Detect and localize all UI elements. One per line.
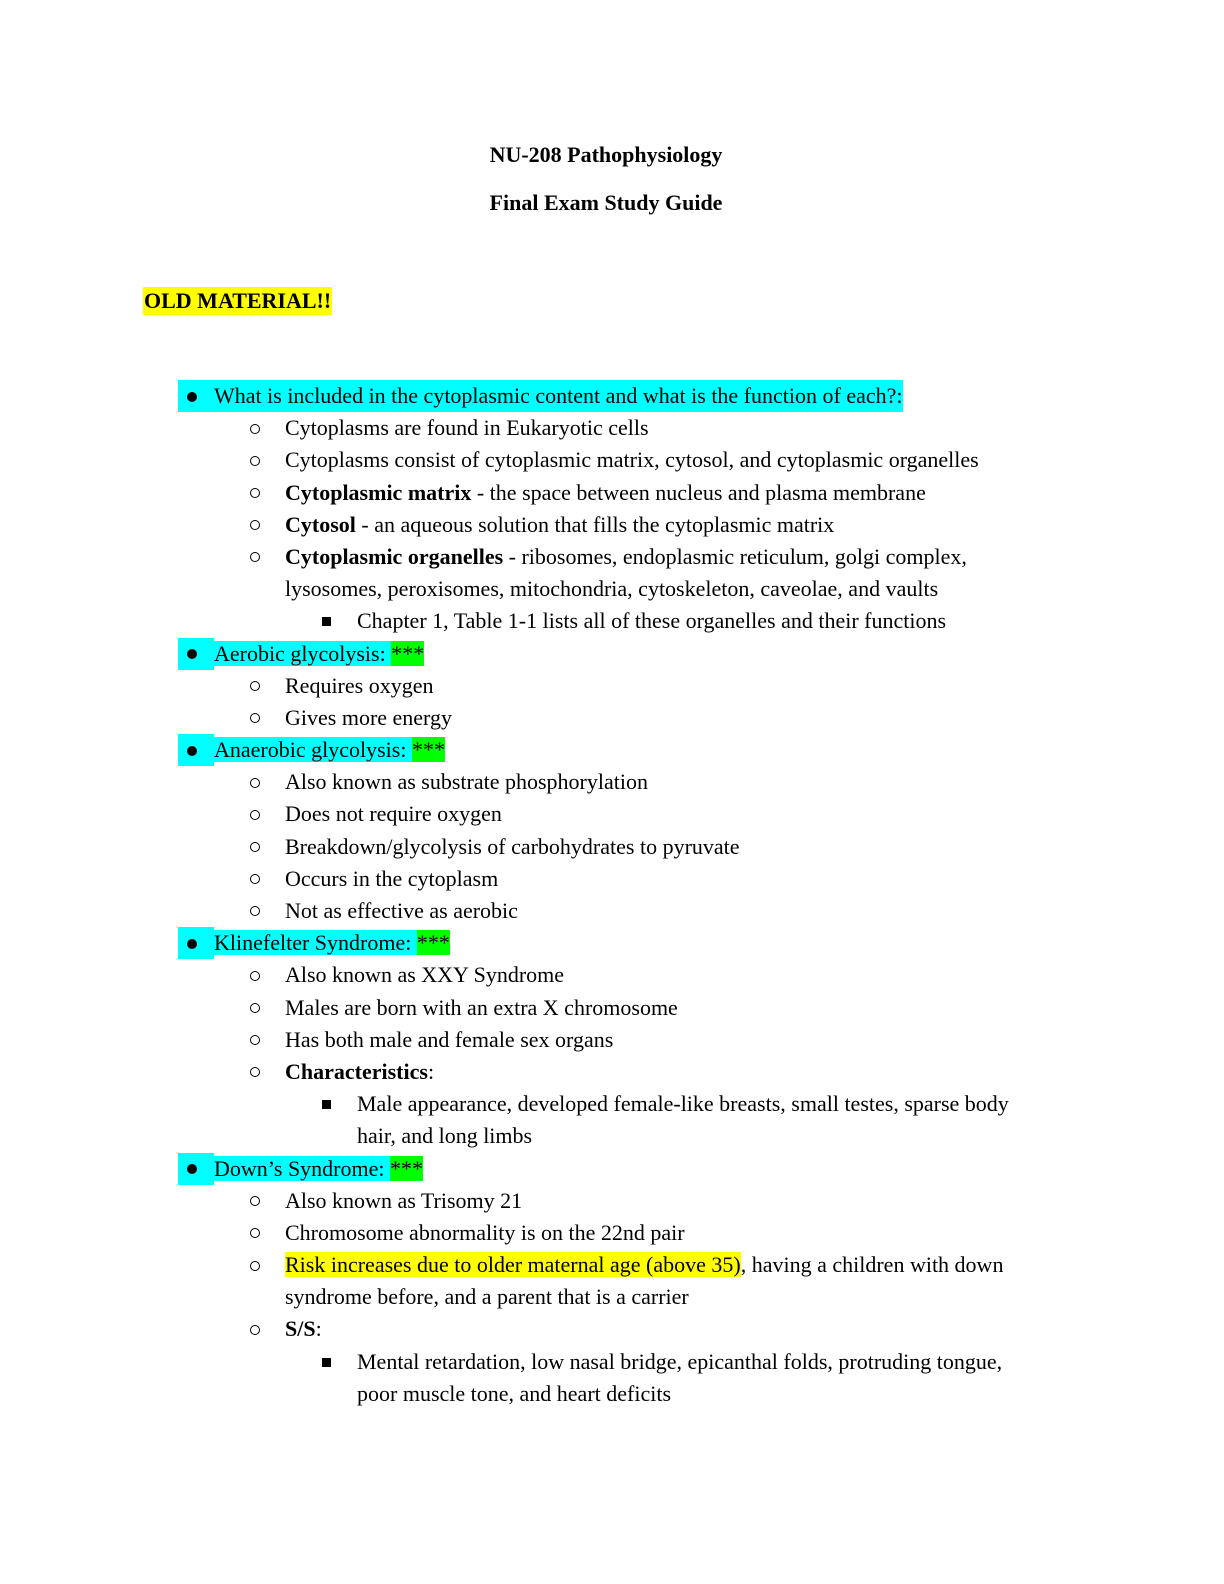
hollow-bullet-icon — [250, 992, 264, 1024]
hollow-bullet-icon — [250, 863, 264, 895]
topic-downs-syndrome — [0, 1153, 1224, 1185]
list-item: Also known as Trisomy 21 — [0, 1185, 1224, 1217]
sub-list-item: Mental retardation, low nasal bridge, epicanthal folds, protruding tongue, — [0, 1346, 1224, 1378]
hollow-bullet-icon — [250, 895, 264, 927]
list-item: Also known as substrate phosphorylation — [0, 766, 1224, 798]
list-item: Has both male and female sex organs — [0, 1024, 1224, 1056]
square-bullet-icon — [322, 1088, 336, 1120]
list-item-continuation: syndrome before, and a parent that is a carrier — [285, 1284, 689, 1310]
hollow-bullet-icon — [250, 412, 264, 444]
term: Characteristics — [285, 1058, 428, 1084]
bullet-icon — [178, 734, 214, 766]
list-item: Does not require oxygen — [0, 798, 1224, 830]
sub-list-item-continuation: hair, and long limbs — [357, 1123, 533, 1149]
list-item: Risk increases due to older maternal age (above 35), having a children with down — [0, 1249, 1224, 1281]
list-item-continuation: lysosomes, peroxisomes, mitochondria, cytoskeleton, caveolae, and vaults — [285, 576, 939, 602]
topic-heading: Aerobic glycolysis: — [214, 640, 392, 666]
hollow-bullet-icon — [250, 831, 264, 863]
hollow-bullet-icon — [250, 1217, 264, 1249]
topic-aerobic-glycolysis — [0, 638, 1224, 670]
term: Cytoplasmic organelles — [285, 543, 504, 569]
square-bullet-icon — [322, 1346, 336, 1378]
list-item: Occurs in the cytoplasm — [0, 863, 1224, 895]
list-item: Also known as XXY Syndrome — [0, 959, 1224, 991]
hollow-bullet-icon — [250, 702, 264, 734]
section-heading: OLD MATERIAL!! — [144, 288, 332, 313]
topic-cytoplasm — [0, 380, 1224, 412]
square-bullet-icon — [322, 605, 336, 637]
sub-list-item: Male appearance, developed female-like breasts, small testes, sparse body — [0, 1088, 1224, 1120]
importance-stars: *** — [391, 640, 425, 666]
list-item: Cytosol - an aqueous solution that fills the cytoplasmic matrix — [0, 509, 1224, 541]
importance-stars: *** — [390, 1155, 423, 1181]
list-item: Chromosome abnormality is on the 22nd pair — [0, 1217, 1224, 1249]
bullet-icon — [178, 638, 214, 670]
hollow-bullet-icon — [250, 541, 264, 573]
topic-anaerobic-glycolysis — [0, 734, 1224, 766]
hollow-bullet-icon — [250, 798, 264, 830]
sub-list-item: Chapter 1, Table 1-1 lists all of these organelles and their functions — [0, 605, 1224, 637]
list-item: Breakdown/glycolysis of carbohydrates to pyruvate — [0, 831, 1224, 863]
list-item: Not as effective as aerobic — [0, 895, 1224, 927]
hollow-bullet-icon — [250, 1024, 264, 1056]
hollow-bullet-icon — [250, 477, 264, 509]
importance-stars: *** — [416, 930, 450, 956]
topic-heading: Anaerobic glycolysis: — [214, 737, 412, 763]
list-item: Cytoplasmic organelles - ribosomes, endoplasmic reticulum, golgi complex, — [0, 541, 1224, 573]
list-item: Cytoplasms are found in Eukaryotic cells — [0, 412, 1224, 444]
course-title: NU-208 Pathophysiology — [489, 142, 723, 167]
topic-klinefelter-syndrome — [0, 927, 1224, 959]
bullet-icon — [178, 1153, 214, 1185]
hollow-bullet-icon — [250, 959, 264, 991]
sub-list-item-continuation: poor muscle tone, and heart deficits — [357, 1380, 672, 1406]
document-title: Final Exam Study Guide — [489, 190, 723, 215]
list-item: Cytoplasms consist of cytoplasmic matrix, cytosol, and cytoplasmic organelles — [0, 444, 1224, 476]
study-guide-list — [0, 380, 1224, 1410]
list-item: S/S: — [0, 1313, 1224, 1345]
list-item: Characteristics: — [0, 1056, 1224, 1088]
list-item: Cytoplasmic matrix - the space between nucleus and plasma membrane — [0, 477, 1224, 509]
topic-heading: Klinefelter Syndrome: — [214, 930, 417, 956]
hollow-bullet-icon — [250, 509, 264, 541]
hollow-bullet-icon — [250, 1056, 264, 1088]
term: S/S — [285, 1316, 316, 1342]
list-item: Gives more energy — [0, 702, 1224, 734]
hollow-bullet-icon — [250, 1249, 264, 1281]
term: Cytoplasmic matrix — [285, 479, 472, 505]
hollow-bullet-icon — [250, 766, 264, 798]
topic-heading: Down’s Syndrome: — [214, 1155, 390, 1181]
hollow-bullet-icon — [250, 1313, 264, 1345]
bullet-icon — [178, 927, 214, 959]
topic-heading: What is included in the cytoplasmic content and what is the function of each?: — [214, 380, 903, 412]
hollow-bullet-icon — [250, 670, 264, 702]
list-item: Males are born with an extra X chromosome — [0, 992, 1224, 1024]
bullet-icon — [178, 380, 214, 412]
term: Cytosol — [285, 511, 356, 537]
highlighted-text: Risk increases due to older maternal age (above 35) — [285, 1252, 741, 1278]
importance-stars: *** — [411, 737, 445, 763]
hollow-bullet-icon — [250, 444, 264, 476]
list-item: Requires oxygen — [0, 670, 1224, 702]
hollow-bullet-icon — [250, 1185, 264, 1217]
